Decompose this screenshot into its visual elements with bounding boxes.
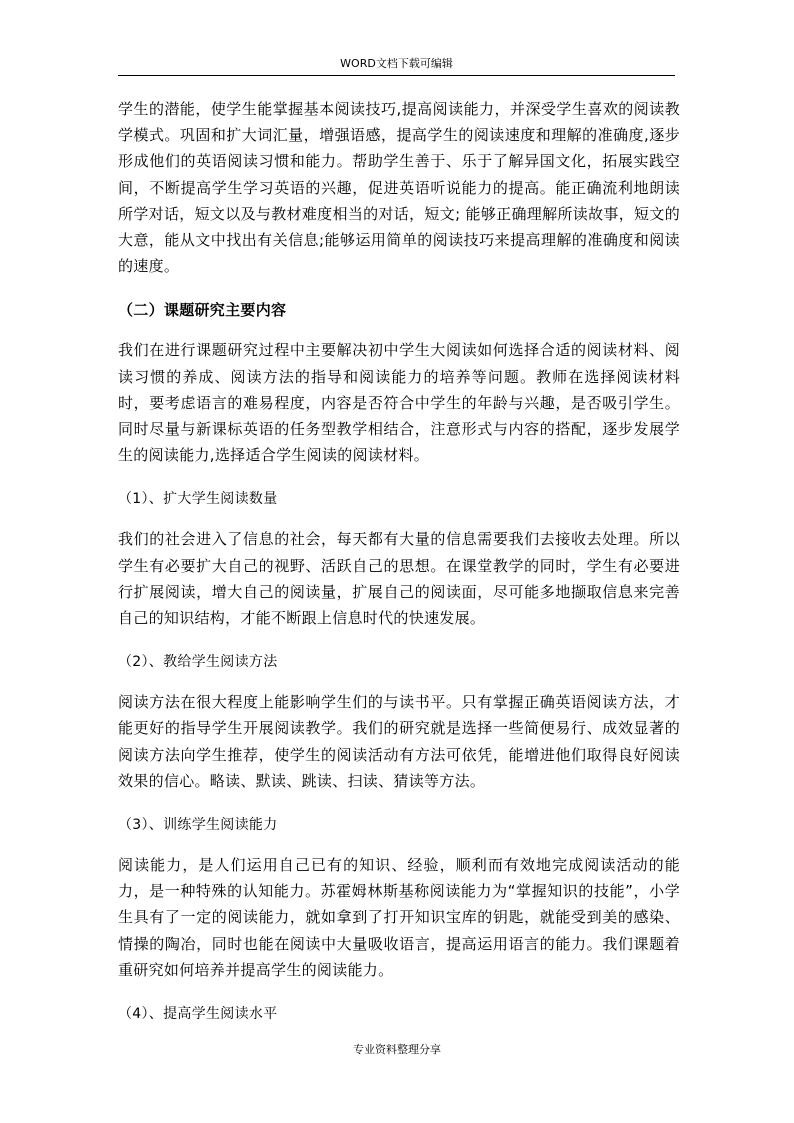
page-footer bbox=[0, 1043, 794, 1057]
subheading-reading-ability: （3）、训练学生阅读能力 bbox=[118, 817, 278, 834]
subheading-reading-methods: （2）、教给学生阅读方法 bbox=[118, 654, 278, 671]
subheading-reading-level: （4）、提高学生阅读水平 bbox=[118, 1006, 278, 1023]
footer-text: 专业资料整理分享 bbox=[353, 1043, 441, 1056]
paragraph-expand-reading: 我们的社会进入了信息的社会，每天都有大量的信息需要我们去接收去处理。所以学生有必要扩大自己的视野、活跃自己的思想。在课堂教学的同时，学生有必要进行扩展阅读，增大自己的阅读量，扩展自己的阅读面，尽可能多地撷取信息来完善自己的知识结构，才能不断跟上信息时代的快速发展。 bbox=[118, 530, 680, 628]
section-heading-main-content: （二）课题研究主要内容 bbox=[118, 301, 287, 320]
paragraph-goals: 学生的潜能，使学生能掌握基本阅读技巧,提高阅读能力，并深受学生喜欢的阅读教学模式。巩固和扩大词汇量，增强语感，提高学生的阅读速度和理解的准确度,逐步形成他们的英语阅读习惯和能力。帮助学生善于、乐于了解异国文化，拓展实践空间，不断提高学生学习英语的兴趣，促进英语听说能力的提高。能正确流利地朗读所学对话，短文以及与教材难度相当的对话，短文; 能够正确理解所读故事，短文的大意，能从文中找出有关信息;能够运用简单的阅读技巧来提高理解的准确度和阅读的速度。 bbox=[118, 100, 680, 276]
paragraph-reading-methods: 阅读方法在很大程度上能影响学生们的与读书平。只有掌握正确英语阅读方法，才能更好的指导学生开展阅读教学。我们的研究就是选择一些简便易行、成效显著的阅读方法向学生推荐，使学生的阅读活动有方法可依凭，能增进他们取得良好阅读效果的信心。略读、默读、跳读、扫读、猜读等方法。 bbox=[118, 693, 680, 790]
subheading-expand-reading: （1）、扩大学生阅读数量 bbox=[118, 491, 278, 508]
document-body bbox=[118, 96, 680, 1027]
paragraph-main-content: 我们在进行课题研究过程中主要解决初中学生大阅读如何选择合适的阅读材料、阅读习惯的养成、阅读方法的指导和阅读能力的培养等问题。教师在选择阅读材料时，要考虑语言的难易程度，内容是否符合中学生的年龄与兴趣，是否吸引学生。同时尽量与新课标英语的任务型教学相结合，注意形式与内容的搭配，逐步发展学生的阅读能力,选择适合学生阅读的阅读材料。 bbox=[118, 341, 680, 465]
paragraph-reading-ability: 阅读能力，是人们运用自己已有的知识、经验，顺利而有效地完成阅读活动的能力，是一种特殊的认知能力。苏霍姆林斯基称阅读能力为“掌握知识的技能”，小学生具有了一定的阅读能力，就如拿到了打开知识宝库的钥匙，就能受到美的感染、情操的陶冶，同时也能在阅读中大量吸收语言，提高运用语言的能力。我们课题着重研究如何培养并提高学生的阅读能力。 bbox=[118, 856, 680, 979]
header-text: WORD文档下载可编辑 bbox=[340, 57, 453, 70]
page-header bbox=[118, 57, 675, 76]
